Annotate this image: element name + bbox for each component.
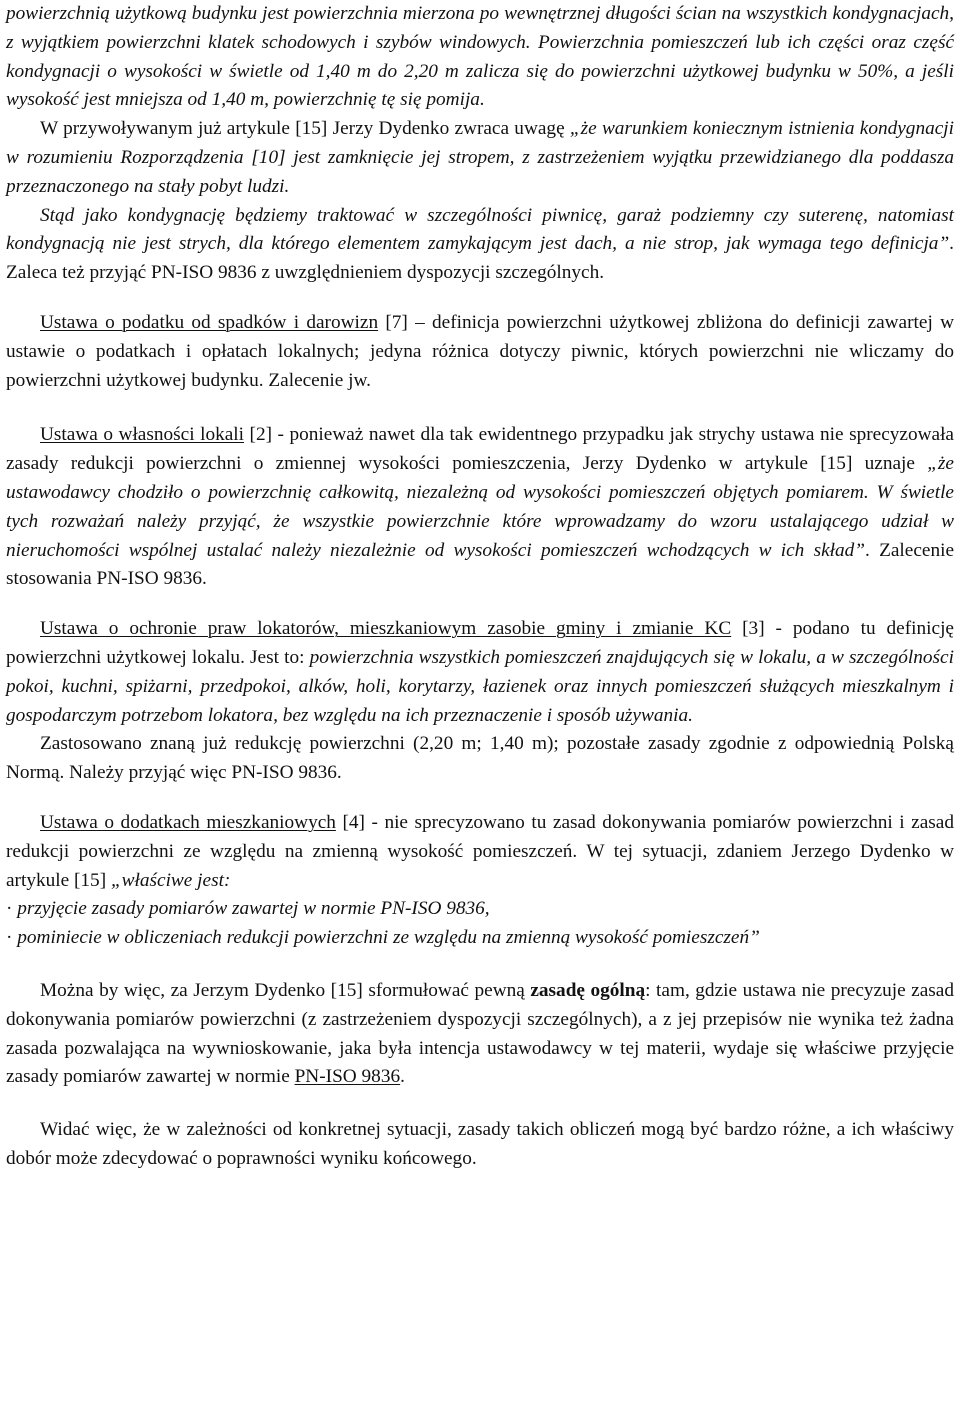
body-text: [7] – definicja powierzchni użytkowej zbliżona do definicji zawartej w ustawie o podatkach i opłatach lokalnych; jedyna różnica dotyczy piwnic, których powierzchni nie wliczamy do powierzchni użytkowej budynku. Zalecenie jw.: [6, 311, 954, 391]
quote-text: Stąd jako kondygnację będziemy traktować w szczególności piwnicę, garaż podziemny czy suterenę, natomiast kondygnacją nie jest strych, dla którego elementem zamykającym jest dach, a nie strop, jak wymaga tego definicja”: [6, 204, 954, 255]
bullet-list: [6, 895, 954, 953]
bullet-mark: ·: [6, 927, 13, 949]
body-text: [2] - ponieważ nawet dla tak ewidentnego przypadku jak strychy ustawa nie sprecyzowała zasady redukcji powierzchni o zmiennej wysokości pomieszczenia, Jerzy Dydenko w artykule [15] uznaje: [6, 424, 954, 475]
body-text: : tam, gdzie ustawa nie precyzuje zasad dokonywania pomiarów powierzchni (z zastrzeżeniem dyspozycji szczególnych), a z jej przepisów nie wynika też żadna zasada pozwalająca na wywnioskowanie, jaka była intencja ustawodawcy w tej materii, wydaje się właściwe przyjęcie zasady pomiarów zawartej w normie: [6, 979, 954, 1088]
paragraph-dydenko-storey: [6, 115, 954, 201]
body-text: [4] - nie sprecyzowano tu zasad dokonywania pomiarów powierzchni i zasad redukcji powierzchni ze względu na zmienną wysokość pomieszczeń. W tej sytuacji, zdaniem Jerzego Dydenko w artykule [15]: [6, 811, 954, 891]
body-text: .: [400, 1066, 405, 1088]
intro-text: W przywoływanym już artykule [15] Jerzy Dydenko zwraca uwagę: [40, 118, 570, 140]
quote-text: „że ustawodawcy chodziło o powierzchnię całkowitą, niezależną od wysokości pomieszczeń objętych pomiarem. W świetle tych rozważań należy przyjąć, że wszystkie powierzchnie które wprowadzamy do wzoru ustalającego udział w nieruchomości wspólnej ustalać należy niezależnie od wysokości pomieszczeń wchodzących w ich skład”: [6, 453, 954, 561]
bold-term: zasadę ogólną: [530, 979, 646, 1001]
paragraph-property-act: [6, 421, 954, 594]
body-text: Zastosowano znaną już redukcję powierzchni (2,20 m; 1,40 m); pozostałe zasady zgodnie z odpowiednią Polską Normą. Należy przyjąć więc PN-ISO 9836.: [6, 733, 954, 784]
definition-quote: powierzchnia wszystkich pomieszczeń znajdujących się w lokalu, a w szczególności pokoi, kuchni, spiżarni, przedpokoi, alków, holi, korytarzy, łazienek oraz innych pomieszczeń służących mieszkalnym i gospodarczym potrzebom lokatora, bez względu na ich przeznaczenie i sposób używania.: [6, 646, 954, 726]
body-text: [3] - podano tu definicję powierzchni użytkowej lokalu. Jest to:: [6, 618, 954, 668]
body-text: Można by więc, za Jerzym Dydenko [15] sformułować pewną: [40, 979, 531, 1001]
act-link[interactable]: Ustawa o własności lokali: [40, 424, 244, 446]
list-item: [6, 895, 954, 924]
recommendation-text: . Zalecenie stosowania PN-ISO 9836.: [6, 539, 954, 590]
recommendation-text: . Zaleca też przyjąć PN-ISO 9836 z uwzględnieniem dyspozycji szczególnych.: [6, 233, 954, 284]
standard-link[interactable]: PN-ISO 9836: [294, 1066, 401, 1088]
act-link[interactable]: Ustawa o dodatkach mieszkaniowych: [40, 811, 336, 833]
list-item-text: pominiecie w obliczeniach redukcji powierzchni ze względu na zmienną wysokość pomieszczeń”: [17, 927, 760, 949]
paragraph-conclusion: [6, 1116, 954, 1174]
paragraph-housing-allowance-act: [6, 809, 954, 895]
paragraph-storey-examples: [6, 202, 954, 288]
act-link[interactable]: Ustawa o ochronie praw lokatorów, mieszkaniowym zasobie gminy i zmianie KC: [40, 618, 732, 640]
list-item-text: przyjęcie zasady pomiarów zawartej w normie PN-ISO 9836,: [17, 898, 490, 920]
paragraph-tenants-act: [6, 615, 954, 730]
paragraph-inheritance-act: [6, 309, 954, 395]
bullet-mark: ·: [6, 898, 13, 920]
definition-text: powierzchnią użytkową budynku jest powierzchnia mierzona po wewnętrznej długości ścian na wszystkich kondygnacjach, z wyjątkiem powierzchni klatek schodowych i szybów windowych. Powierzchnia pomieszczeń lub ich części oraz część kondygnacji o wysokości w świetle od 1,40 m do 2,20 m zalicza się do powierzchni użytkowej budynku w 50%, a jeśli wysokość jest mniejsza od 1,40 m, powierzchnię tę się pomija.: [6, 3, 954, 111]
list-item: [6, 924, 954, 953]
body-text: Widać więc, że w zależności od konkretnej sytuacji, zasady takich obliczeń mogą być bardzo różne, a ich właściwy dobór może zdecydować o poprawności wyniku końcowego.: [6, 1119, 954, 1169]
paragraph-reduction-applied: [6, 730, 954, 788]
paragraph-definition-usable-area: [6, 0, 954, 115]
act-link[interactable]: Ustawa o podatku od spadków i darowizn: [40, 311, 379, 333]
quote-intro: „właściwe jest:: [110, 869, 231, 891]
paragraph-general-rule: [6, 977, 954, 1092]
quote-text: „że warunkiem koniecznym istnienia kondygnacji w rozumieniu Rozporządzenia [10] jest zamknięcie jej stropem, z zastrzeżeniem wyjątku przewidzianego dla poddasza przeznaczonego na stały pobyt ludzi.: [6, 118, 954, 197]
